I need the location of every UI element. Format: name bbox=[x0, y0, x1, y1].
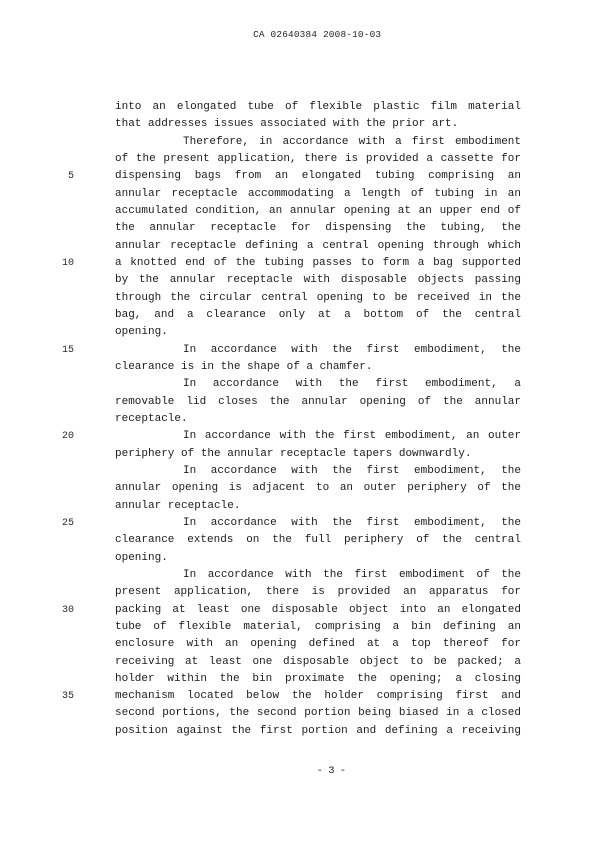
line-text: by the annular receptacle with disposable objects passing bbox=[115, 274, 521, 287]
line-number bbox=[0, 498, 74, 515]
line-number bbox=[0, 532, 74, 549]
text-line bbox=[0, 567, 611, 584]
line-text: In accordance with the first embodiment, an outer bbox=[183, 430, 521, 443]
line-number bbox=[0, 220, 74, 237]
text-line bbox=[0, 272, 611, 289]
line-number: 20 bbox=[61, 431, 74, 443]
line-number bbox=[0, 99, 74, 116]
line-text: a knotted end of the tubing passes to form a bag supported bbox=[115, 256, 521, 269]
line-number bbox=[0, 116, 74, 133]
line-text: mechanism located below the holder comprising first and bbox=[115, 690, 521, 703]
text-line bbox=[0, 394, 611, 411]
line-number bbox=[0, 134, 74, 151]
line-number bbox=[0, 705, 74, 722]
line-text: holder within the bin proximate the opening; a closing bbox=[115, 672, 521, 685]
line-text: opening. bbox=[115, 326, 168, 339]
line-number: 25 bbox=[61, 517, 74, 529]
text-line bbox=[0, 654, 611, 671]
line-text: annular receptacle accommodating a length of tubing in an bbox=[115, 187, 521, 200]
line-number bbox=[0, 463, 74, 480]
line-number bbox=[0, 238, 74, 255]
line-number bbox=[0, 394, 74, 411]
line-number bbox=[0, 307, 74, 324]
line-number bbox=[0, 550, 74, 567]
text-line bbox=[0, 671, 611, 688]
line-text: In accordance with the first embodiment, the bbox=[183, 343, 521, 356]
line-number bbox=[0, 359, 74, 376]
text-line bbox=[0, 532, 611, 549]
text-line bbox=[0, 723, 611, 740]
text-line bbox=[0, 550, 611, 567]
text-line bbox=[0, 99, 611, 116]
text-line bbox=[0, 116, 611, 133]
text-line bbox=[0, 602, 611, 619]
line-text: tube of flexible material, comprising a bin defining an bbox=[115, 620, 521, 633]
line-text: clearance is in the shape of a chamfer. bbox=[115, 360, 373, 373]
text-line bbox=[0, 220, 611, 237]
line-number bbox=[0, 723, 74, 740]
document-header bbox=[0, 18, 611, 51]
text-line bbox=[0, 342, 611, 359]
text-line bbox=[0, 428, 611, 445]
line-text: In accordance with the first embodiment, the bbox=[183, 464, 521, 477]
line-text: annular opening is adjacent to an outer periphery of the bbox=[115, 482, 521, 495]
document-id: CA 02640384 2008-10-03 bbox=[253, 29, 382, 40]
text-line bbox=[0, 134, 611, 151]
text-line bbox=[0, 498, 611, 515]
line-text: bag, and a clearance only at a bottom of the central bbox=[115, 308, 521, 321]
line-number bbox=[0, 151, 74, 168]
text-line bbox=[0, 151, 611, 168]
line-text: accumulated condition, an annular opening at an upper end of bbox=[115, 204, 521, 217]
line-text: of the present application, there is provided a cassette for bbox=[115, 152, 521, 165]
line-number bbox=[0, 324, 74, 341]
line-number bbox=[0, 584, 74, 601]
line-number bbox=[0, 636, 74, 653]
text-line bbox=[0, 238, 611, 255]
text-line bbox=[0, 411, 611, 428]
text-line bbox=[0, 203, 611, 220]
line-text: clearance extends on the full periphery of the central bbox=[115, 534, 521, 547]
line-text: Therefore, in accordance with a first embodiment bbox=[183, 135, 521, 148]
line-text: In accordance with the first embodiment, a bbox=[183, 378, 521, 391]
line-text: opening. bbox=[115, 551, 168, 564]
line-number: 15 bbox=[61, 344, 74, 356]
line-text: periphery of the annular receptacle tapers downwardly. bbox=[115, 447, 472, 460]
line-text: the annular receptacle for dispensing the tubing, the bbox=[115, 222, 521, 235]
line-number: 30 bbox=[61, 604, 74, 616]
line-text: into an elongated tube of flexible plastic film material bbox=[115, 101, 521, 113]
line-number bbox=[0, 186, 74, 203]
line-number bbox=[0, 272, 74, 289]
line-number bbox=[0, 290, 74, 307]
line-number bbox=[0, 619, 74, 636]
line-number bbox=[0, 567, 74, 584]
text-line bbox=[0, 480, 611, 497]
line-text: annular receptacle. bbox=[115, 499, 241, 512]
text-line bbox=[0, 324, 611, 341]
line-text: second portions, the second portion being biased in a closed bbox=[115, 707, 521, 720]
line-text: packing at least one disposable object into an elongated bbox=[115, 603, 521, 616]
line-number bbox=[0, 654, 74, 671]
text-line bbox=[0, 376, 611, 393]
line-number: 10 bbox=[61, 257, 74, 269]
document-body bbox=[0, 99, 611, 740]
text-line bbox=[0, 307, 611, 324]
line-number bbox=[0, 446, 74, 463]
text-line bbox=[0, 619, 611, 636]
text-line bbox=[0, 463, 611, 480]
line-text: position against the first portion and defining a receiving bbox=[115, 724, 521, 737]
text-line bbox=[0, 584, 611, 601]
line-number: 35 bbox=[61, 691, 74, 703]
text-line bbox=[0, 636, 611, 653]
text-line bbox=[0, 168, 611, 185]
line-number bbox=[0, 671, 74, 688]
line-text: present application, there is provided an apparatus for bbox=[115, 586, 521, 599]
line-text: removable lid closes the annular opening of the annular bbox=[115, 395, 521, 408]
text-line bbox=[0, 359, 611, 376]
line-text: In accordance with the first embodiment of the bbox=[183, 568, 521, 581]
page-number: - 3 - bbox=[316, 765, 346, 777]
text-line bbox=[0, 705, 611, 722]
line-number bbox=[0, 480, 74, 497]
line-text: that addresses issues associated with the prior art. bbox=[115, 118, 459, 131]
line-number bbox=[0, 203, 74, 220]
line-text: In accordance with the first embodiment, the bbox=[183, 516, 521, 529]
page-footer bbox=[14, 752, 611, 791]
line-number: 5 bbox=[67, 171, 74, 183]
line-text: dispensing bags from an elongated tubing comprising an bbox=[115, 170, 521, 183]
line-number bbox=[0, 376, 74, 393]
text-line bbox=[0, 446, 611, 463]
text-line bbox=[0, 290, 611, 307]
line-number bbox=[0, 411, 74, 428]
text-line bbox=[0, 688, 611, 705]
line-text: enclosure with an opening defined at a top thereof for bbox=[115, 638, 521, 651]
line-text: receptacle. bbox=[115, 412, 188, 425]
text-line bbox=[0, 255, 611, 272]
text-line bbox=[0, 186, 611, 203]
line-text: annular receptacle defining a central opening through which bbox=[115, 239, 521, 252]
line-text: through the circular central opening to be received in the bbox=[115, 291, 521, 304]
line-text: receiving at least one disposable object to be packed; a bbox=[115, 655, 521, 668]
text-line bbox=[0, 515, 611, 532]
